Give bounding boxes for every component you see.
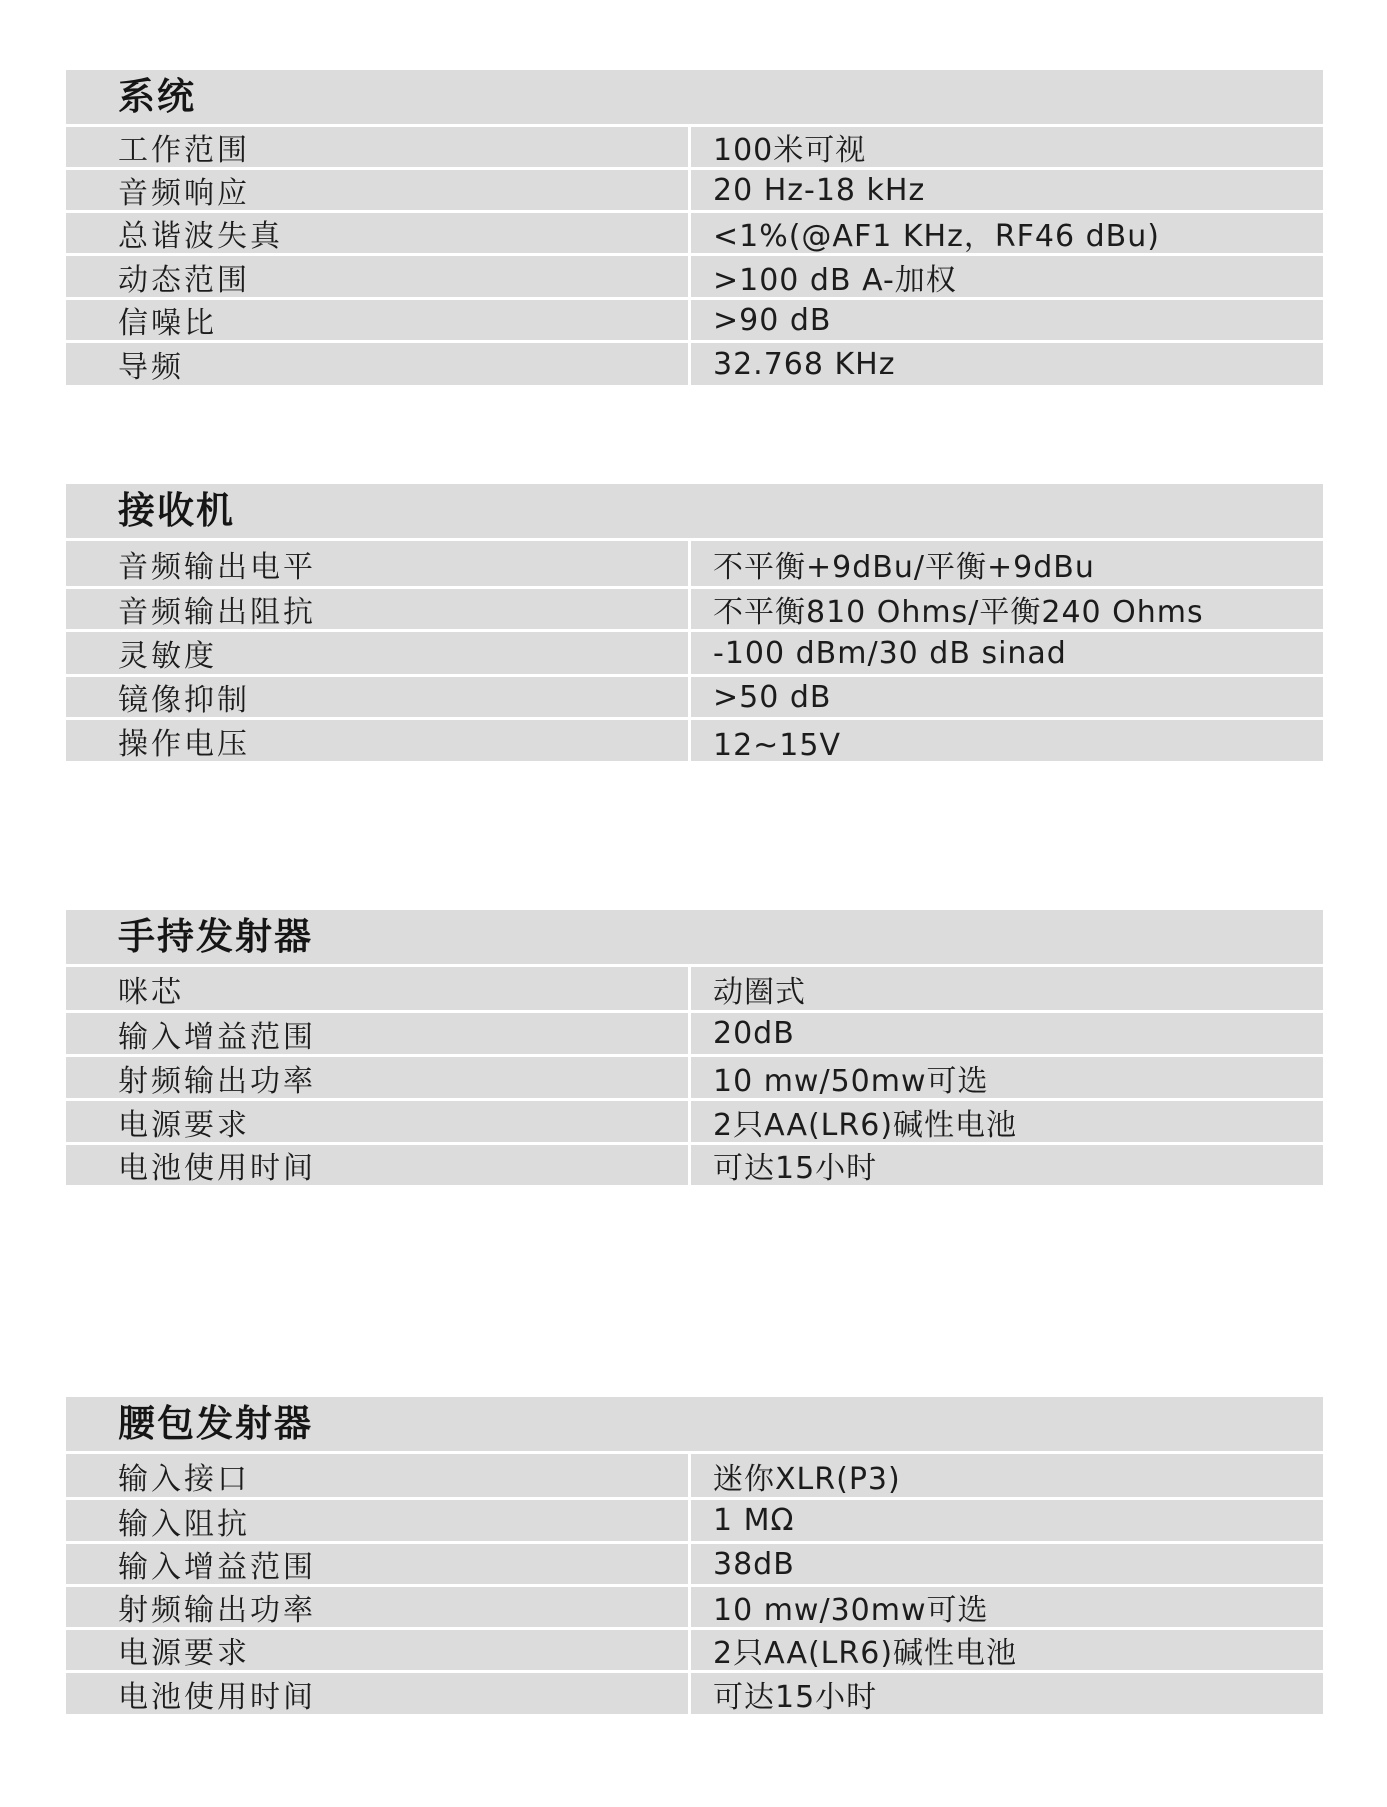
spec-value: 12~15V bbox=[713, 728, 842, 763]
spec-row bbox=[66, 1145, 1323, 1185]
spec-row bbox=[66, 1544, 1323, 1587]
spec-label: 工作范围 bbox=[66, 127, 691, 167]
spec-value: 迷你XLR(P3) bbox=[713, 1461, 901, 1497]
spec-value: -100 dBm/30 dB sinad bbox=[713, 635, 1067, 671]
spec-value: 2只AA(LR6)碱性电池 bbox=[713, 1636, 1018, 1671]
spec-label: 咪芯 bbox=[66, 967, 691, 1010]
spec-row bbox=[66, 632, 1323, 677]
spec-label: 输入增益范围 bbox=[66, 1013, 691, 1054]
spec-row bbox=[66, 256, 1323, 300]
spec-row bbox=[66, 1630, 1323, 1673]
spec-row bbox=[66, 677, 1323, 720]
spec-value: 可达15小时 bbox=[713, 1151, 878, 1186]
spec-label: 输入增益范围 bbox=[66, 1544, 691, 1584]
spec-label: 总谐波失真 bbox=[66, 213, 691, 253]
spec-label: 信噪比 bbox=[66, 300, 691, 340]
spec-label: 音频响应 bbox=[66, 170, 691, 210]
spec-label: 动态范围 bbox=[66, 256, 691, 297]
spec-value: 可达15小时 bbox=[713, 1679, 878, 1715]
spec-value: 10 mw/50mw可选 bbox=[713, 1063, 989, 1099]
spec-row bbox=[66, 127, 1323, 170]
spec-row bbox=[66, 967, 1323, 1013]
spec-value: >90 dB bbox=[713, 302, 832, 338]
spec-row bbox=[66, 720, 1323, 761]
spec-section-bodypack-transmitter bbox=[66, 1397, 1323, 1714]
spec-label: 射频输出功率 bbox=[66, 1587, 691, 1627]
spec-row bbox=[66, 213, 1323, 256]
section-header bbox=[66, 484, 1323, 541]
section-title: 接收机 bbox=[118, 489, 235, 532]
spec-label: 镜像抑制 bbox=[66, 677, 691, 717]
spec-section-system bbox=[66, 70, 1323, 385]
spec-row bbox=[66, 1587, 1323, 1630]
spec-section-receiver bbox=[66, 484, 1323, 761]
section-header bbox=[66, 70, 1323, 127]
spec-value: <1%(@AF1 KHz，RF46 dBu) bbox=[713, 219, 1160, 254]
spec-value: 10 mw/30mw可选 bbox=[713, 1593, 989, 1628]
spec-row bbox=[66, 589, 1323, 632]
spec-value: 100米可视 bbox=[713, 133, 867, 168]
spec-label: 输入接口 bbox=[66, 1454, 691, 1497]
spec-row bbox=[66, 1013, 1323, 1057]
section-header bbox=[66, 1397, 1323, 1454]
spec-label: 导频 bbox=[66, 343, 691, 385]
spec-label: 电源要求 bbox=[66, 1630, 691, 1670]
spec-label: 射频输出功率 bbox=[66, 1057, 691, 1098]
spec-value: 20dB bbox=[713, 1016, 795, 1051]
spec-value: >100 dB A-加权 bbox=[713, 262, 957, 298]
spec-value: 38dB bbox=[713, 1546, 795, 1582]
spec-value: 32.768 KHz bbox=[713, 346, 896, 382]
section-header bbox=[66, 910, 1323, 967]
spec-label: 电源要求 bbox=[66, 1101, 691, 1142]
spec-row bbox=[66, 1057, 1323, 1101]
spec-value: 20 Hz-18 kHz bbox=[713, 172, 926, 208]
spec-row bbox=[66, 541, 1323, 589]
section-title: 腰包发射器 bbox=[118, 1402, 313, 1445]
spec-row bbox=[66, 1454, 1323, 1500]
spec-label: 音频输出电平 bbox=[66, 541, 691, 586]
spec-value: 2只AA(LR6)碱性电池 bbox=[713, 1107, 1018, 1143]
spec-row bbox=[66, 343, 1323, 385]
spec-row bbox=[66, 1673, 1323, 1714]
spec-label: 灵敏度 bbox=[66, 632, 691, 674]
spec-row bbox=[66, 170, 1323, 213]
spec-label: 音频输出阻抗 bbox=[66, 589, 691, 629]
spec-label: 电池使用时间 bbox=[66, 1673, 691, 1714]
spec-value: >50 dB bbox=[713, 679, 832, 715]
section-title: 系统 bbox=[118, 75, 196, 118]
section-title: 手持发射器 bbox=[118, 915, 313, 958]
spec-value: 不平衡+9dBu/平衡+9dBu bbox=[713, 549, 1095, 585]
spec-label: 电池使用时间 bbox=[66, 1145, 691, 1185]
spec-value: 1 MΩ bbox=[713, 1503, 795, 1538]
spec-value: 不平衡810 Ohms/平衡240 Ohms bbox=[713, 595, 1204, 630]
spec-row bbox=[66, 1500, 1323, 1544]
spec-value: 动圈式 bbox=[713, 974, 806, 1010]
spec-row bbox=[66, 1101, 1323, 1145]
spec-row bbox=[66, 300, 1323, 343]
spec-section-handheld-transmitter bbox=[66, 910, 1323, 1185]
spec-label: 输入阻抗 bbox=[66, 1500, 691, 1541]
spec-label: 操作电压 bbox=[66, 720, 691, 761]
